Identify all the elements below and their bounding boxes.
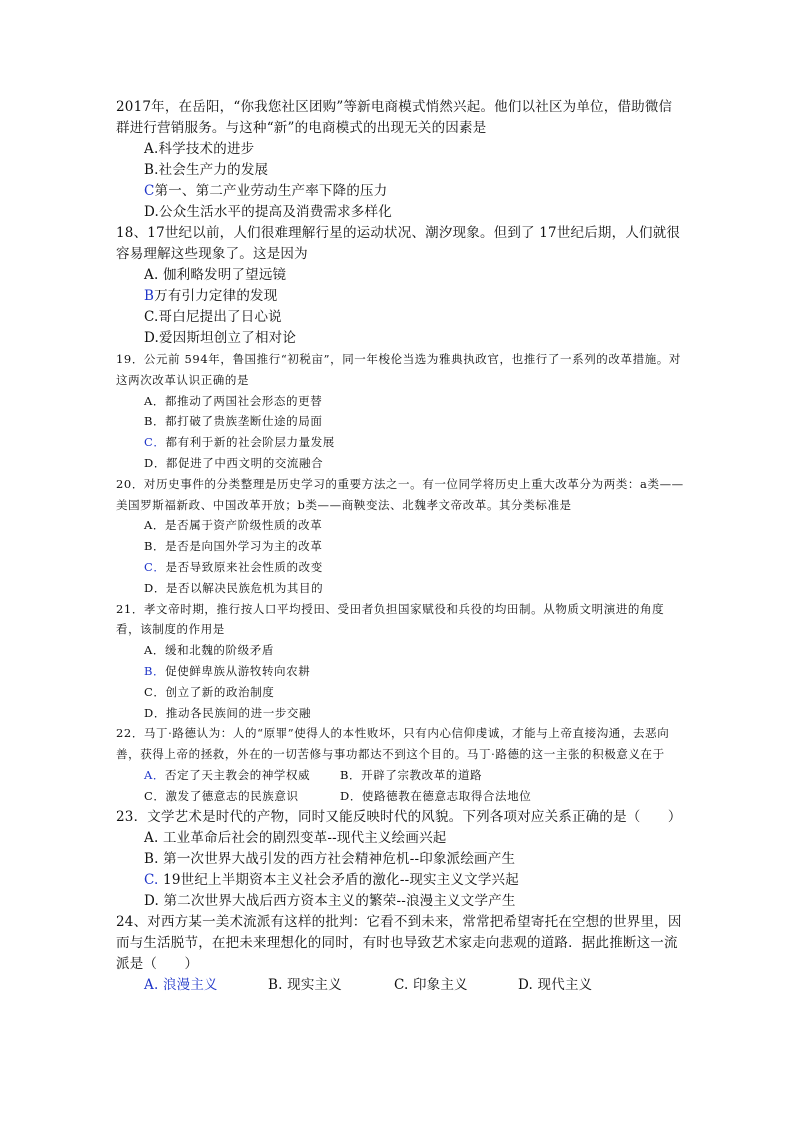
option-d: D.公众生活水平的提高及消费需求多样化 [144, 204, 392, 220]
answer-mark: A． [144, 767, 166, 782]
answer-mark: B． [144, 663, 166, 678]
option-b: B．是否是向国外学习为主的改革 [144, 539, 323, 554]
option-c: C. 19世纪上半期资本主义社会矛盾的激化--现实主义文学兴起 [144, 871, 519, 888]
question-21 [116, 599, 684, 724]
question-19 [116, 349, 684, 474]
option-b: B万有引力定律的发现 [144, 288, 278, 304]
option-row-ab [144, 765, 684, 786]
option-a: A．否定了天主教会的神学权威 [144, 767, 311, 782]
answer-mark: A. [144, 976, 159, 993]
option-c: C．激发了德意志的民族意识 [144, 788, 299, 803]
option-b: B.社会生产力的发展 [144, 162, 269, 178]
question-stem: 19．公元前 594年，鲁国推行“初税亩”，同一年梭伦当选为雅典执政官，也推行了一系列的改革措施。对这两次改革认识正确的是 [116, 352, 681, 387]
option-b: B. 现实主义 [268, 976, 342, 993]
option-c: C. 印象主义 [394, 976, 468, 993]
option-d: D. 第二次世界大战后西方资本主义的繁荣--浪漫主义文学产生 [144, 892, 516, 909]
option-b: B．促使鲜卑族从游牧转向农耕 [144, 663, 311, 678]
option-d: D. 现代主义 [518, 976, 593, 993]
option-d: D．都促进了中西文明的交流融合 [144, 455, 324, 470]
option-a: A. 伽利略发明了望远镜 [144, 267, 287, 283]
answer-mark: C [144, 183, 155, 199]
answer-mark: C. [144, 871, 159, 888]
option-c: C.哥白尼提出了日心说 [144, 309, 282, 325]
answer-mark: B [144, 288, 155, 304]
option-a: A．缓和北魏的阶级矛盾 [144, 643, 274, 658]
option-c: C．都有利于新的社会阶层力量发展 [144, 435, 335, 450]
option-row [144, 975, 684, 996]
option-row-cd [144, 786, 684, 807]
option-d: D．推动各民族间的进一步交融 [144, 705, 312, 720]
option-d: D．是否以解决民族危机为其目的 [144, 580, 324, 595]
question-stem: 23．文学艺术是时代的产物，同时又能反映时代的风貌。下列各项对应关系正确的是（ ） [116, 808, 682, 825]
option-a: A. 工业革命后社会的剧烈变革--现代主义绘画兴起 [144, 829, 447, 846]
question-stem: 20．对历史事件的分类整理是历史学习的重要方法之一。有一位同学将历史上重大改革分为两类：a类——美国罗斯福新政、中国改革开放；b类——商鞅变法、北魏孝文帝改革。其分类标准是 [116, 476, 684, 512]
option-d: D．使路德教在德意志取得合法地位 [340, 788, 532, 803]
question-stem: 24、对西方某一美术流派有这样的批判：它看不到未来，常常把希望寄托在空想的世界里，因而与生活脱节，在把未来理想化的同时，有时也导致艺术家走向悲观的道路．据此推断这一流派是（ ） [116, 913, 682, 972]
option-a: A．是否属于资产阶级性质的改革 [144, 518, 323, 533]
option-c: C．创立了新的政治制度 [144, 684, 275, 699]
option-b: B. 第一次世界大战引发的西方社会精神危机--印象派绘画产生 [144, 850, 516, 867]
question-24 [116, 912, 684, 996]
question-23 [116, 807, 684, 912]
question-17 [116, 97, 684, 223]
question-18 [116, 223, 684, 349]
question-stem: 18、17世纪以前，人们很难理解行星的运动状况、潮汐现象。但到了 17世纪后期，人们就很容易理解这些现象了。这是因为 [116, 225, 681, 262]
option-b: B．开辟了宗教改革的道路 [340, 767, 483, 782]
question-stem: 21．孝文帝时期，推行按人口平均授田、受田者负担国家赋役和兵役的均田制。从物质文明演进的角度看，该制度的作用是 [116, 601, 665, 637]
option-a: A. 浪漫主义 [144, 976, 218, 993]
answer-mark: C． [144, 559, 166, 574]
option-a: A．都推动了两国社会形态的更替 [144, 393, 323, 408]
option-b: B．都打破了贵族垄断仕途的局面 [144, 414, 323, 429]
question-20 [116, 474, 684, 599]
option-c: C第一、第二产业劳动生产率下降的压力 [144, 183, 388, 199]
question-stem: 2017年，在岳阳，“你我您社区团购”等新电商模式悄然兴起。他们以社区为单位，借助微信群进行营销服务。与这种“新”的电商模式的出现无关的因素是 [116, 99, 673, 136]
option-d: D.爱因斯坦创立了相对论 [144, 330, 297, 346]
question-stem: 22．马丁·路德认为：人的“原罪”使得人的本性败坏，只有内心信仰虔诚，才能与上帝直接沟通，去恶向善，获得上帝的拯救，外在的一切苦修与事功都达不到这个目的。马丁·路德的这一主张的积极意义在于 [116, 726, 670, 762]
option-c: C．是否导致原来社会性质的改变 [144, 559, 323, 574]
answer-mark: C． [144, 435, 166, 450]
exam-page [116, 97, 684, 996]
question-22 [116, 723, 684, 806]
option-a: A.科学技术的进步 [144, 141, 255, 157]
